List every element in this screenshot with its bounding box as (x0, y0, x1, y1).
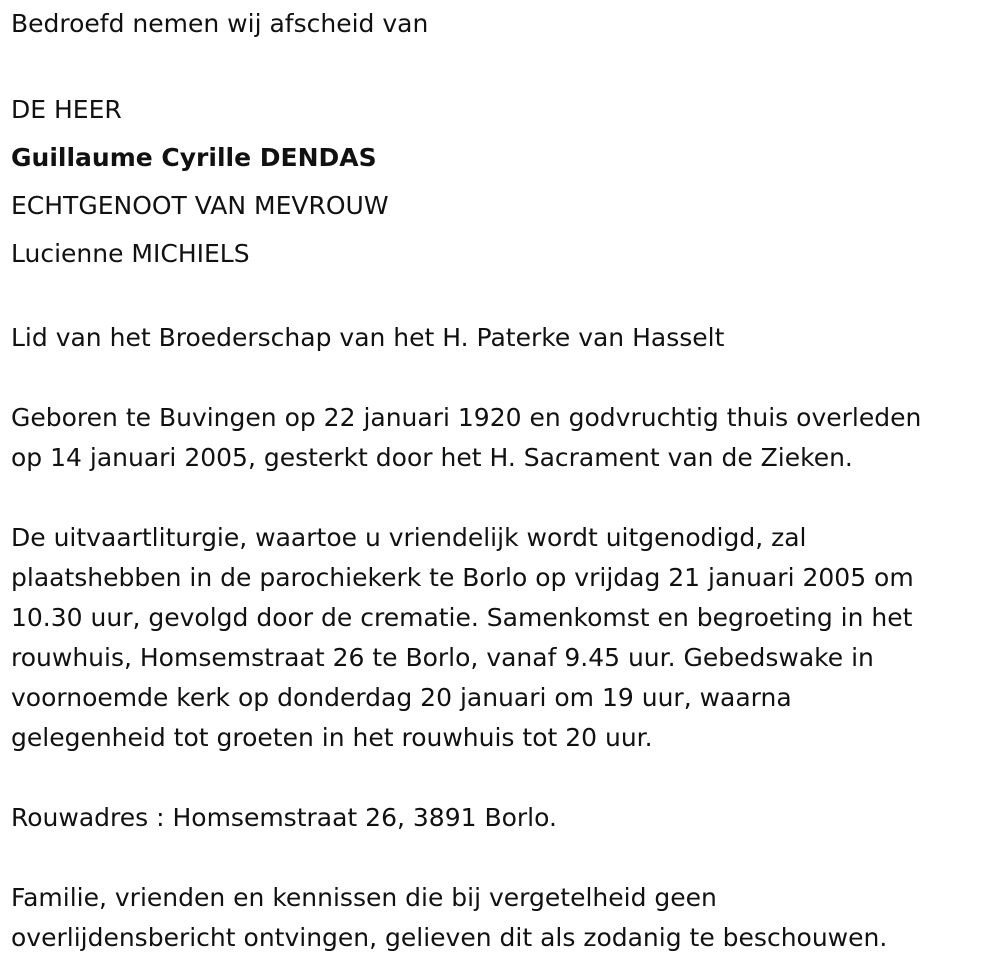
spacer (11, 838, 991, 878)
membership-text: Lid van het Broederschap van het H. Paterke van Hasselt (11, 323, 725, 352)
funeral-paragraph (11, 518, 991, 758)
paragraph-line: overlijdensbericht ontvingen, gelieven dit als zodanig te beschouwen. (11, 923, 888, 952)
paragraph-line: plaatshebben in de parochiekerk te Borlo op vrijdag 21 januari 2005 om (11, 563, 914, 592)
spacer (11, 758, 991, 798)
paragraph-line: 10.30 uur, gevolgd door de crematie. Samenkomst en begroeting in het (11, 603, 913, 632)
death-notice (11, 4, 991, 958)
spacer (11, 358, 991, 398)
paragraph-line: op 14 januari 2005, gesterkt door het H. Sacrament van de Zieken. (11, 443, 853, 472)
paragraph-line: rouwhuis, Homsemstraat 26 te Borlo, vanaf 9.45 uur. Gebedswake in (11, 643, 874, 672)
mourning-address: Rouwadres : Homsemstraat 26, 3891 Borlo. (11, 803, 557, 832)
paragraph-line: De uitvaartliturgie, waartoe u vriendelijk wordt uitgenodigd, zal (11, 523, 807, 552)
spouse-name: Lucienne MICHIELS (11, 239, 250, 268)
paragraph-line: gelegenheid tot groeten in het rouwhuis tot 20 uur. (11, 723, 653, 752)
deceased-heading (11, 86, 991, 278)
closing-paragraph (11, 878, 991, 958)
spacer (11, 278, 991, 318)
spacer (11, 478, 991, 518)
paragraph-line: Familie, vrienden en kennissen die bij vergetelheid geen (11, 883, 717, 912)
birth-death-paragraph (11, 398, 991, 478)
spouse-label: ECHTGENOOT VAN MEVROUW (11, 191, 389, 220)
paragraph-line: Geboren te Buvingen op 22 januari 1920 en godvruchtig thuis overleden (11, 403, 922, 432)
paragraph-line: voornoemde kerk op donderdag 20 januari om 19 uur, waarna (11, 683, 792, 712)
intro-text: Bedroefd nemen wij afscheid van (11, 9, 429, 38)
honorific-title: DE HEER (11, 95, 122, 124)
deceased-name: Guillaume Cyrille DENDAS (11, 143, 377, 172)
spacer (11, 44, 991, 84)
